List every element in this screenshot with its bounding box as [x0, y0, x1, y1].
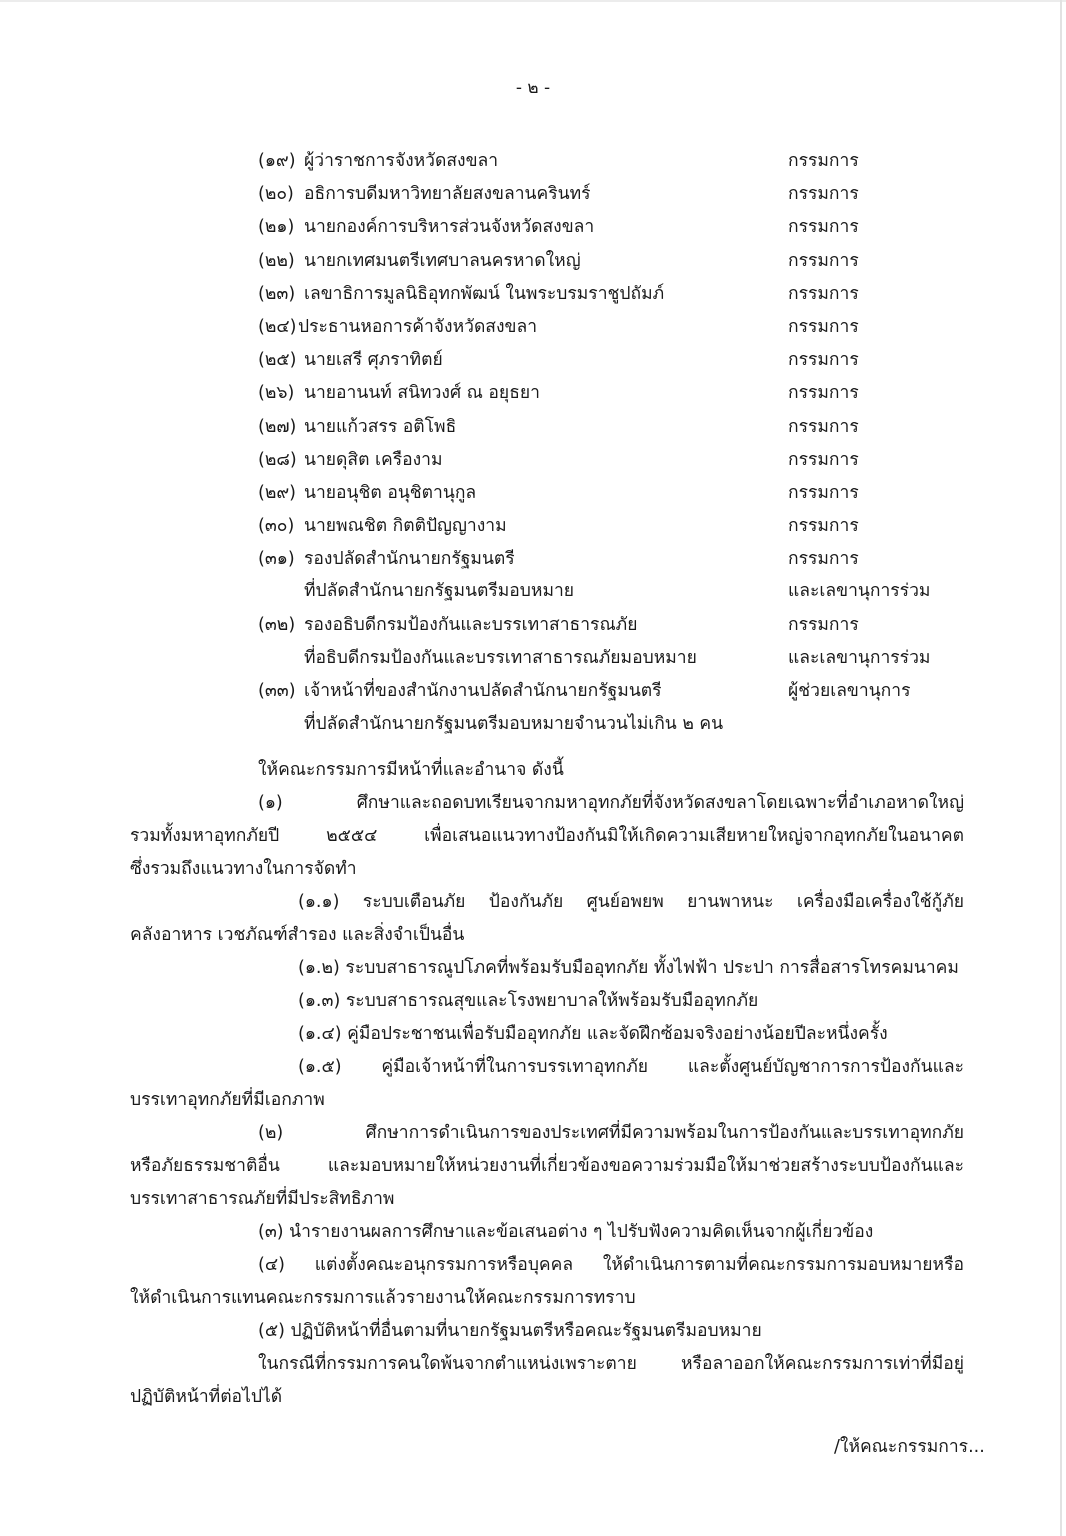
member-role: กรรมการ [788, 549, 859, 569]
duty-5: (๕) ปฏิบัติหน้าที่อื่นตามที่นายกรัฐมนตรีหรือคณะรัฐมนตรีมอบหมาย [258, 1321, 762, 1341]
member-item-continuation: ที่ปลัดสำนักนายกรัฐมนตรีมอบหมายจำนวนไม่เกิน ๒ คน [304, 714, 724, 734]
member-item: (๓๒) รองอธิบดีกรมป้องกันและบรรเทาสาธารณภัย [258, 615, 638, 635]
member-role: กรรมการ [788, 284, 859, 304]
member-item-continuation: ที่อธิบดีกรมป้องกันและบรรเทาสาธารณภัยมอบหมาย [304, 648, 697, 668]
member-item: (๓๐) นายพณชิต กิตติปัญญางาม [258, 516, 507, 536]
continued-marker: /ให้คณะกรรมการ... [834, 1437, 985, 1457]
duty-1-1-line2: คลังอาหาร เวชภัณฑ์สำรอง และสิ่งจำเป็นอื่น [130, 925, 465, 945]
duty-2-line2: หรือภัยธรรมชาติอื่น และมอบหมายให้หน่วยงานที่เกี่ยวข้องขอความร่วมมือให้มาช่วยสร้างระบบป้องกันและ [130, 1156, 964, 1176]
duty-1-5: (๑.๕) คู่มือเจ้าหน้าที่ในการบรรเทาอุทกภัย และตั้งศูนย์บัญชาการการป้องกันและ [298, 1057, 964, 1077]
member-role: กรรมการ [788, 516, 859, 536]
member-role: กรรมการ [788, 350, 859, 370]
member-item: (๒๒) นายกเทศมนตรีเทศบาลนครหาดใหญ่ [258, 251, 581, 271]
duties-intro: ให้คณะกรรมการมีหน้าที่และอำนาจ ดังนี้ [258, 760, 564, 780]
member-role: กรรมการ [788, 417, 859, 437]
member-item: (๒๕) นายเสรี ศุภราทิตย์ [258, 350, 443, 370]
duty-2-line3: บรรเทาสาธารณภัยที่มีประสิทธิภาพ [130, 1189, 395, 1209]
duty-1-line2: รวมทั้งมหาอุทกภัยปี ๒๕๕๔ เพื่อเสนอแนวทางป้องกันมิให้เกิดความเสียหายใหญ่จากอุทกภัยในอนาคต [130, 826, 964, 846]
duty-1-5-line2: บรรเทาอุทกภัยที่มีเอกภาพ [130, 1090, 325, 1110]
duty-3: (๓) นำรายงานผลการศึกษาและข้อเสนอต่าง ๆ ไปรับฟังความคิดเห็นจากผู้เกี่ยวข้อง [258, 1222, 874, 1242]
member-role: กรรมการ [788, 483, 859, 503]
duty-2: (๒) ศึกษาการดำเนินการของประเทศที่มีความพร้อมในการป้องกันและบรรเทาอุทกภัย [258, 1123, 964, 1143]
member-item: (๒๔)ประธานหอการค้าจังหวัดสงขลา [258, 317, 538, 337]
duty-4: (๔) แต่งตั้งคณะอนุกรรมการหรือบุคคล ให้ดำเนินการตามที่คณะกรรมการมอบหมายหรือ [258, 1255, 964, 1275]
member-role: กรรมการ [788, 184, 859, 204]
member-role: กรรมการ [788, 151, 859, 171]
member-role: กรรมการ [788, 615, 859, 635]
member-item: (๒๐) อธิการบดีมหาวิทยาลัยสงขลานครินทร์ [258, 184, 591, 204]
scan-top-edge [0, 0, 1066, 2]
member-item: (๑๙) ผู้ว่าราชการจังหวัดสงขลา [258, 151, 499, 171]
member-role: กรรมการ [788, 450, 859, 470]
member-item: (๒๗) นายแก้วสรร อติโพธิ [258, 417, 457, 437]
vacancy-clause: ในกรณีที่กรรมการคนใดพ้นจากตำแหน่งเพราะตาย หรือลาออกให้คณะกรรมการเท่าที่มีอยู่ [258, 1354, 964, 1374]
member-item: (๓๑) รองปลัดสำนักนายกรัฐมนตรี [258, 549, 515, 569]
member-role: ผู้ช่วยเลขานุการ [788, 681, 911, 701]
vacancy-clause-line2: ปฏิบัติหน้าที่ต่อไปได้ [130, 1387, 283, 1407]
member-item-continuation: ที่ปลัดสำนักนายกรัฐมนตรีมอบหมาย [304, 581, 575, 601]
duty-1-1: (๑.๑) ระบบเตือนภัย ป้องกันภัย ศูนย์อพยพ ยานพาหนะ เครื่องมือเครื่องใช้กู้ภัย [298, 892, 964, 912]
duty-1-3: (๑.๓) ระบบสาธารณสุขและโรงพยาบาลให้พร้อมรับมืออุทกภัย [298, 991, 759, 1011]
member-role-continuation: และเลขานุการร่วม [788, 581, 931, 601]
member-role: กรรมการ [788, 317, 859, 337]
member-item: (๒๓) เลขาธิการมูลนิธิอุทกพัฒน์ ในพระบรมราชูปถัมภ์ [258, 284, 665, 304]
member-item: (๓๓) เจ้าหน้าที่ของสำนักงานปลัดสำนักนายกรัฐมนตรี [258, 681, 662, 701]
member-role: กรรมการ [788, 217, 859, 237]
duty-1-2: (๑.๒) ระบบสาธารณูปโภคที่พร้อมรับมืออุทกภัย ทั้งไฟฟ้า ประปา การสื่อสารโทรคมนาคม [298, 958, 959, 978]
page-number: - ๒ - [515, 78, 551, 98]
member-item: (๒๙) นายอนุชิต อนุชิตานุกูล [258, 483, 477, 503]
member-item: (๒๘) นายดุสิต เครืองาม [258, 450, 443, 470]
duty-1-line3: ซึ่งรวมถึงแนวทางในการจัดทำ [130, 859, 357, 879]
duty-4-line2: ให้ดำเนินการแทนคณะกรรมการแล้วรายงานให้คณะกรรมการทราบ [130, 1288, 636, 1308]
duty-1-4: (๑.๔) คู่มือประชาชนเพื่อรับมืออุทกภัย และจัดฝึกซ้อมจริงอย่างน้อยปีละหนึ่งครั้ง [298, 1024, 888, 1044]
member-role: กรรมการ [788, 383, 859, 403]
duty-1: (๑) ศึกษาและถอดบทเรียนจากมหาอุทกภัยที่จังหวัดสงขลาโดยเฉพาะที่อำเภอหาดใหญ่ [258, 793, 964, 813]
member-item: (๒๖) นายอานนท์ สนิทวงศ์ ณ อยุธยา [258, 383, 540, 403]
member-role: กรรมการ [788, 251, 859, 271]
member-item: (๒๑) นายกองค์การบริหารส่วนจังหวัดสงขลา [258, 217, 595, 237]
member-role-continuation: และเลขานุการร่วม [788, 648, 931, 668]
